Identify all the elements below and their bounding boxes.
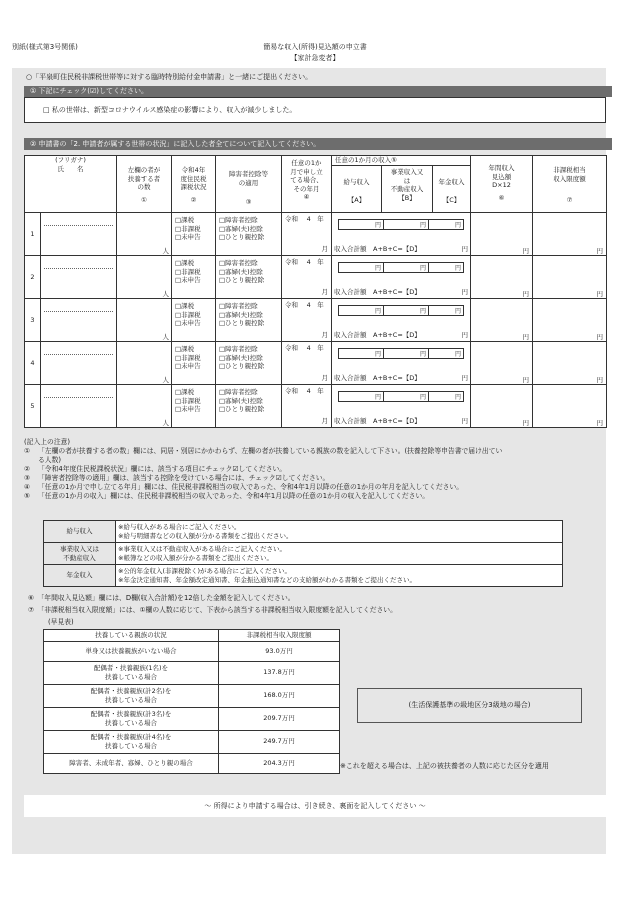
row-number: 2 — [25, 256, 41, 299]
deduction-option[interactable]: □障害者控除 — [219, 259, 258, 267]
note-item: ② 「令和4年度住民税課税状況」欄には、該当する項目にチェック☑してください。 — [24, 465, 287, 473]
limit-field[interactable]: 円 — [533, 342, 607, 385]
deduction-option[interactable]: □ひとり親控除 — [219, 233, 265, 241]
col-name: 氏 名 — [57, 164, 84, 173]
total-label: 収入合計額 A+B+C=【D】 — [334, 373, 421, 382]
salary-field[interactable]: 円 — [338, 391, 384, 402]
pension-field[interactable]: 円 — [429, 305, 464, 316]
section2-heading: ② 申請書の「2. 申請者が属する世帯の状況」に記入した者全てについて記入してください。 — [24, 138, 612, 150]
business-field[interactable]: 円 — [384, 305, 429, 316]
row-number: 1 — [25, 213, 41, 256]
income-fields — [332, 385, 471, 428]
deduction-option[interactable]: □ひとり親控除 — [219, 276, 265, 284]
table-row — [24, 255, 607, 299]
income-type-desc: ※公的年金収入(非課税除く)がある場合にご記入ください。 ※年金決定通知書、年金額改定通知書、年金振込通知書などの支給額がわかる書類をご提出ください。 — [116, 565, 563, 587]
row-number: 5 — [25, 385, 41, 428]
limit-row — [44, 684, 340, 707]
limit-status: 単身又は扶養親族がいない場合 — [44, 641, 219, 661]
limit-field[interactable]: 円 — [533, 256, 607, 299]
tax-option[interactable]: □非課税 — [175, 267, 201, 276]
note-6: ⑥ 「年間収入見込額」欄には、D欄(収入合計額)を12倍した金額を記入してください。 — [28, 594, 295, 602]
tax-option[interactable]: □課税 — [175, 216, 195, 224]
limit-amount: 204.3万円 — [219, 753, 340, 773]
note-item: ③ 「障害者控除等の適用」欄は、該当する控除を受けている場合には、チェック☑してください。 — [24, 474, 330, 482]
table-header-row — [25, 156, 607, 213]
tax-option[interactable]: □未申告 — [175, 405, 201, 413]
deduction-options — [216, 342, 282, 385]
tax-option[interactable]: □非課税 — [175, 310, 201, 319]
limit-field[interactable]: 円 — [533, 299, 607, 342]
total-field[interactable]: 円 — [461, 416, 468, 425]
covid-income-checkbox[interactable]: □ 私の世帯は、新型コロナウイルス感染症の影響により、収入が減少しました。 — [43, 106, 297, 114]
table-row — [24, 212, 607, 256]
notes-section — [24, 438, 606, 501]
tax-option[interactable]: □課税 — [175, 259, 195, 267]
dependents-field[interactable]: 人 — [117, 213, 172, 256]
col-monthly-income: 任意の1か月の収入⑤ 給与収入 【A】 事業収入又 は 不動産収入 【B】 年金収入 【C】 — [332, 156, 471, 213]
grade-note-text: (生活保護基準の級地区分3級地の場合) — [408, 701, 531, 709]
tax-option[interactable]: □課税 — [175, 345, 195, 353]
limit-field[interactable]: 円 — [533, 385, 607, 428]
tax-option[interactable]: □未申告 — [175, 362, 201, 370]
col-deduction: 障害者控除等 の適用 ③ — [216, 156, 282, 213]
limit-row — [44, 707, 340, 730]
note-item: ⑤ 「任意の1か月の収入」欄には、住民税非課税相当の収入であった、令和4年1月以降の任意の1か月の収入を記入してください。 — [24, 492, 430, 500]
tax-status-options — [172, 256, 216, 299]
annual-income-field[interactable]: 円 — [471, 385, 533, 428]
quick-table-label: (早見表) — [48, 618, 74, 626]
total-field[interactable]: 円 — [461, 373, 468, 382]
intro-text: ○「平泉町住民税非課税世帯等に対する臨時特別給付金申請書」と一緒にご提出ください。 — [26, 73, 313, 81]
deduction-option[interactable]: □寡婦(夫)控除 — [219, 267, 263, 276]
tax-option[interactable]: □非課税 — [175, 353, 201, 362]
tax-option[interactable]: □未申告 — [175, 233, 201, 241]
salary-field[interactable]: 円 — [338, 348, 384, 359]
deduction-option[interactable]: □ひとり親控除 — [219, 319, 265, 327]
col-dependents: 左欄の者が 扶養する者 の数 ① — [117, 156, 172, 213]
tax-status-options — [172, 385, 216, 428]
dependents-field[interactable]: 人 — [117, 342, 172, 385]
tax-option[interactable]: □未申告 — [175, 319, 201, 327]
income-fields — [332, 213, 471, 256]
col-tax-status: 令和4年 度住民税 課税状況 ② — [172, 156, 216, 213]
deduction-option[interactable]: □寡婦(夫)控除 — [219, 224, 263, 233]
deduction-options — [216, 299, 282, 342]
income-type-label: 事業収入又は 不動産収入 — [44, 543, 116, 565]
notes-heading: (記入上の注意) — [24, 438, 71, 446]
total-field[interactable]: 円 — [461, 244, 468, 253]
tax-option[interactable]: □課税 — [175, 302, 195, 310]
limit-amount: 168.0万円 — [219, 684, 340, 707]
tax-option[interactable]: □未申告 — [175, 276, 201, 284]
col-annual-income: 年間収入 見込額 D×12 ⑥ — [471, 156, 533, 213]
month-field[interactable]: 令和 4 年 月 — [282, 256, 332, 299]
month-field[interactable]: 令和 4 年 月 — [282, 213, 332, 256]
tax-option[interactable]: □非課税 — [175, 396, 201, 405]
col-limit: 非課税相当 収入限度額 ⑦ — [533, 156, 607, 213]
limit-amount: 93.0万円 — [219, 641, 340, 661]
deduction-option[interactable]: □寡婦(夫)控除 — [219, 310, 263, 319]
deduction-options — [216, 213, 282, 256]
deduction-option[interactable]: □寡婦(夫)控除 — [219, 396, 263, 405]
annual-income-field[interactable]: 円 — [471, 213, 533, 256]
deduction-option[interactable]: □ひとり親控除 — [219, 362, 265, 370]
business-field[interactable]: 円 — [384, 219, 429, 230]
income-type-desc: ※事業収入又は不動産収入がある場合にご記入ください。 ※帳簿などの収入額が分かる書類をご提出ください。 — [116, 543, 563, 565]
total-label: 収入合計額 A+B+C=【D】 — [334, 287, 421, 296]
tax-option[interactable]: □課税 — [175, 388, 195, 396]
row-number: 4 — [25, 342, 41, 385]
limit-status: 配偶者・扶養親族(1名)を 扶養している場合 — [44, 661, 219, 684]
income-type-row — [44, 565, 563, 587]
tax-status-options — [172, 342, 216, 385]
dependents-field[interactable]: 人 — [117, 256, 172, 299]
deduction-options — [216, 256, 282, 299]
limit-row — [44, 730, 340, 753]
limit-row — [44, 661, 340, 684]
col-month: 任意の1か 月で申し立 てる場合、 その年月 ④ — [282, 156, 332, 213]
salary-field[interactable]: 円 — [338, 219, 384, 230]
section1-body — [24, 97, 606, 123]
col-name-kana: (フリガナ) — [55, 156, 86, 164]
limit-status: 配偶者・扶養親族(計3名)を 扶養している場合 — [44, 707, 219, 730]
table-row — [24, 384, 607, 428]
table-row — [24, 298, 607, 342]
limit-amount: 137.8万円 — [219, 661, 340, 684]
note-7: ⑦ 「非課税相当収入限度額」には、①欄の人数に応じて、下表から該当する非課税相当収入限度額を記入してください。 — [28, 606, 397, 614]
income-fields — [332, 256, 471, 299]
deduction-option[interactable]: □障害者控除 — [219, 302, 258, 310]
limit-head-amount: 非課税相当収入限度額 — [219, 630, 340, 642]
limit-amount: 209.7万円 — [219, 707, 340, 730]
annual-income-field[interactable]: 円 — [471, 342, 533, 385]
income-type-table — [43, 520, 563, 587]
business-field[interactable]: 円 — [384, 348, 429, 359]
name-field[interactable] — [41, 299, 117, 342]
total-label: 収入合計額 A+B+C=【D】 — [334, 244, 421, 253]
income-type-label: 年金収入 — [44, 565, 116, 587]
form-subtitle: 【家計急変者】 — [290, 54, 340, 62]
month-field[interactable]: 令和 4 年 月 — [282, 299, 332, 342]
tax-status-options — [172, 213, 216, 256]
month-field[interactable]: 令和 4 年 月 — [282, 342, 332, 385]
salary-field[interactable]: 円 — [338, 305, 384, 316]
income-type-row — [44, 521, 563, 543]
income-type-label: 給与収入 — [44, 521, 116, 543]
tax-option[interactable]: □非課税 — [175, 224, 201, 233]
deduction-option[interactable]: □障害者控除 — [219, 216, 258, 224]
table-row — [24, 341, 607, 385]
income-type-row — [44, 543, 563, 565]
deduction-option[interactable]: □障害者控除 — [219, 388, 258, 396]
footer-text: 〜 所得により申請する場合は、引き続き、裏面を記入してください 〜 — [204, 802, 426, 810]
deduction-option[interactable]: □ひとり親控除 — [219, 405, 265, 413]
annual-income-field[interactable]: 円 — [471, 299, 533, 342]
total-field[interactable]: 円 — [461, 287, 468, 296]
row-number: 3 — [25, 299, 41, 342]
section1-heading: ① 下記にチェック(☑)してください。 — [24, 86, 612, 97]
footer-box — [24, 795, 606, 817]
business-field[interactable]: 円 — [384, 391, 429, 402]
annual-income-field[interactable]: 円 — [471, 256, 533, 299]
limit-row — [44, 753, 340, 773]
limit-status: 配偶者・扶養親族(計2名)を 扶養している場合 — [44, 684, 219, 707]
note-item: ① 「左欄の者が扶養する者の数」欄には、同居・別居にかかわらず、左欄の者が扶養している親族の数を記入して下さい。(扶養控除等申告書で届け出てい る人数) — [24, 447, 503, 464]
limit-status: 障害者、未成年者、寡婦、ひとり親の場合 — [44, 753, 219, 773]
pension-field[interactable]: 円 — [429, 219, 464, 230]
grade-note-box — [357, 688, 582, 723]
name-field[interactable] — [41, 256, 117, 299]
total-field[interactable]: 円 — [461, 330, 468, 339]
tax-status-options — [172, 299, 216, 342]
excess-note: ※これを超える場合は、上記の被扶養者の人数に応じた区分を適用 — [340, 762, 549, 770]
total-label: 収入合計額 A+B+C=【D】 — [334, 330, 421, 339]
business-field[interactable]: 円 — [384, 262, 429, 273]
dependents-field[interactable]: 人 — [117, 385, 172, 428]
limit-row — [44, 641, 340, 661]
deduction-option[interactable]: □寡婦(夫)控除 — [219, 353, 263, 362]
limit-field[interactable]: 円 — [533, 213, 607, 256]
pension-field[interactable]: 円 — [429, 262, 464, 273]
limit-status: 配偶者・扶養親族(計4名)を 扶養している場合 — [44, 730, 219, 753]
form-number: 別紙(様式第3号関係) — [12, 43, 78, 51]
name-field[interactable] — [41, 213, 117, 256]
name-field[interactable] — [41, 342, 117, 385]
household-table — [24, 155, 606, 428]
total-label: 収入合計額 A+B+C=【D】 — [334, 416, 421, 425]
pension-field[interactable]: 円 — [429, 348, 464, 359]
income-limit-table — [43, 629, 340, 774]
income-fields — [332, 299, 471, 342]
deduction-options — [216, 385, 282, 428]
month-field[interactable]: 令和 4 年 月 — [282, 385, 332, 428]
dependents-field[interactable]: 人 — [117, 299, 172, 342]
pension-field[interactable]: 円 — [429, 391, 464, 402]
income-type-desc: ※給与収入がある場合にご記入ください。 ※給与明細書などの収入額が分かる書類をご提出ください。 — [116, 521, 563, 543]
deduction-option[interactable]: □障害者控除 — [219, 345, 258, 353]
salary-field[interactable]: 円 — [338, 262, 384, 273]
limit-head-status: 扶養している親族の状況 — [44, 630, 219, 642]
name-field[interactable] — [41, 385, 117, 428]
limit-amount: 249.7万円 — [219, 730, 340, 753]
form-title: 簡易な収入(所得)見込額の申立書 — [263, 43, 367, 51]
income-fields — [332, 342, 471, 385]
note-item: ④ 「任意の1か月で申し立てる年月」欄には、住民税非課税相当の収入であった、令和4年1月以降の任意の1か月の年月を記入してください。 — [24, 483, 464, 491]
